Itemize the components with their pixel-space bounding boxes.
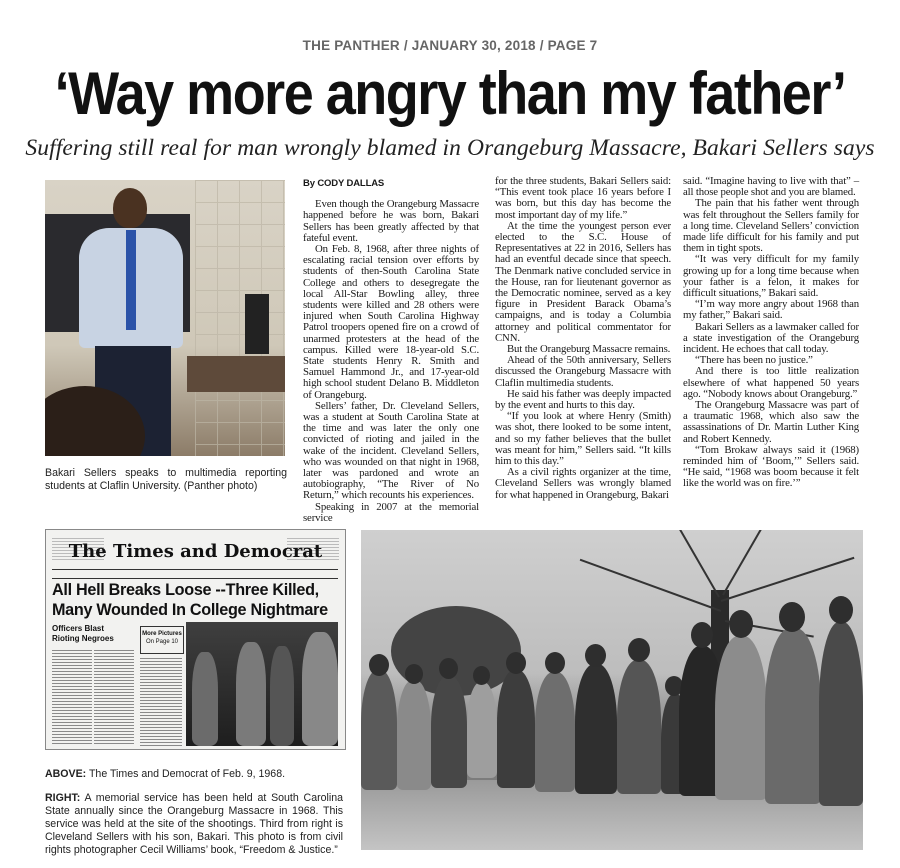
paragraph: And there is too little realization elsewhere of what happened 50 years ago. “Nobody knows about Orangeburg.” [683, 365, 859, 400]
paragraph: Speaking in 2007 at the memorial service [303, 500, 479, 524]
paragraph: As a civil rights organizer at the time, Cleveland Sellers was wrongly blamed for what happened in Orangeburg, Bakari [495, 466, 671, 501]
paragraph: “Tom Brokaw always said it (1968) reminded him of ‘Boom,’” Sellers said. “He said, “1968 was boom because it felt like the world was on fire.’” [683, 443, 859, 490]
article-column-1 [303, 176, 479, 524]
paragraph: The pain that his father went through was felt throughout the Sellers family for a long time. Cleveland Sellers’ conviction made life difficult for his family and put them in tight spots. [683, 197, 859, 255]
subhead-line-2: Rioting Negroes [52, 634, 114, 643]
headline: ‘Way more angry than my father’ [54, 60, 846, 128]
photo-memorial-service [361, 530, 863, 850]
clipping-banner-headline [52, 580, 342, 620]
caption-above-label: ABOVE: [45, 768, 87, 780]
clipping-text-block [140, 656, 182, 746]
photo-captions-bottom [45, 768, 343, 868]
banner-line-1: All Hell Breaks Loose --Three Killed, [52, 581, 319, 599]
paragraph: But the Orangeburg Massacre remains. [507, 343, 671, 356]
photo-bakari-sellers-speaking [45, 180, 285, 456]
clipping-text-block [52, 648, 92, 746]
paragraph: At the time the youngest person ever elected to the S.C. House of Representatives at 22 in 2016, Sellers has had an eventful decade since that speech. The Denmark native concluded service in the House, ran for lieutenant governor as the Democratic nominee, served as a key figure in President Barack Obama’s campaigns, and is today a Columbia attorney and political commentator for CNN. [495, 219, 671, 344]
paragraph: Bakari Sellers as a lawmaker called for a state investigation of the Orangeburg incident. He echoes that call today. [683, 320, 859, 356]
paragraph: The Orangeburg Massacre was part of a traumatic 1968, which also saw the assassinations of Dr. Martin Luther King and Robert Kennedy. [683, 399, 859, 445]
paragraph: “I’m way more angry about 1968 than my father,” Bakari said. [683, 298, 859, 322]
more-box-line-2: On Page 10 [145, 639, 179, 645]
paragraph: “It was very difficult for my family growing up for a long time because when your father is a felon, it makes for difficult situations,” Bakari said. [683, 253, 859, 300]
paragraph: “There has been no justice.” [695, 354, 813, 367]
article-column-2 [495, 176, 671, 501]
clipping-text-block [94, 648, 134, 746]
caption-above [45, 768, 343, 781]
banner-line-2: Many Wounded In College Nightmare [52, 601, 328, 619]
paragraph: Even though the Orangeburg Massacre happened before he was born, Bakari Sellers has been greatly affected by that fateful event. [303, 198, 479, 244]
clipping-photo [186, 622, 338, 746]
article-column-3 [683, 176, 859, 490]
more-box-line-1: More Pictures [142, 631, 182, 637]
subhead-line-1: Officers Blast [52, 624, 105, 633]
caption-right-text: A memorial service has been held at South Carolina State annually since the Orangeburg Massacre in 1968. This service was held at the site of the shootings. Third from right is Cleveland Sellers with his son, Bakari. This photo is from civil rights photographer Cecil Williams’ book, “Freedom & Justice.” [45, 792, 343, 856]
caption-above-text: The Times and Democrat of Feb. 9, 1968. [86, 768, 286, 780]
caption-right [45, 792, 343, 857]
paragraph: Ahead of the 50th anniversary, Sellers discussed the Orangeburg Massacre with Claflin multimedia students. [495, 354, 671, 389]
newspaper-clipping-1968 [45, 529, 346, 750]
paragraph: On Feb. 8, 1968, after three nights of escalating racial tension over efforts by students of then-South Carolina State College and others to desegregate the local All-Star Bowling alley, three students were killed and 28 others were injured when South Carolina Highway Patrol troopers opened fire on a crowd of unarmed protesters at the head of the campus. Killed were 18-year-old S.C. State students Henry R. Smith and Samuel Hammond Jr., and 17-year-old high school student Delano B. Middleton of Orangeburg. [303, 243, 479, 401]
page-folio: THE PANTHER / JANUARY 30, 2018 / PAGE 7 [302, 38, 598, 53]
paragraph: He said his father was deeply impacted by the event and hurts to this day. [495, 387, 671, 412]
paragraph: for the three students, Bakari Sellers said: “This event took place 16 years before I was born, but this day has become the most important day of my life.” [495, 175, 671, 221]
photo-caption-top: Bakari Sellers speaks to multimedia reporting students at Claflin University. (Panther photo) [45, 467, 287, 492]
paragraph: Sellers’ father, Dr. Cleveland Sellers, was a student at South Carolina State at the time and was later the only one convicted of rioting and jailed in the wake of the incident. Cleveland Sellers, who was wounded on that night in 1968, later was pardoned and wrote an autobiography, “The River of No Return,” which recounts his experiences. [303, 399, 479, 502]
clipping-masthead: The Times and Democrat [68, 541, 323, 562]
paragraph: “If you look at where Henry (Smith) was shot, there looked to be some intent, and so my father believes that the bullet was meant for him,” Sellers said. “It kills him to this day.” [495, 410, 671, 468]
caption-right-label: RIGHT: [45, 792, 81, 804]
deck-subheadline: Suffering still real for man wrongly blamed in Orangeburg Massacre, Bakari Sellers says [25, 135, 875, 161]
byline: By CODY DALLAS [303, 178, 385, 189]
clipping-more-pictures-box [140, 626, 184, 654]
paragraph: said. “Imagine having to live with that” – all those people shot and you are blamed. [683, 175, 859, 199]
clipping-subhead [52, 624, 132, 644]
